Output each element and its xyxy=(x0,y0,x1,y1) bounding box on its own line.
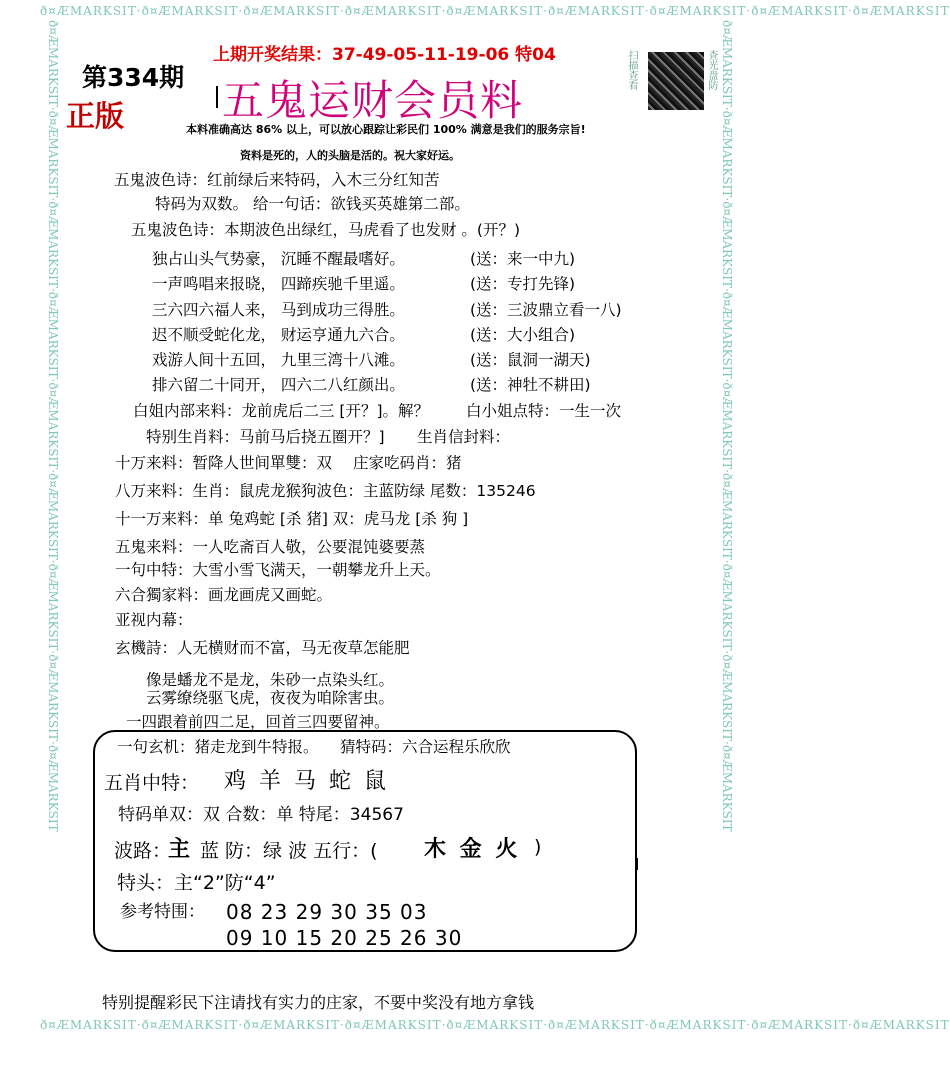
one-sentence-special: 一句中特：大雪小雪飞满天，一朝攀龙升上天。 xyxy=(115,561,441,579)
guess-special: 猜特码：六合运程乐欣欣 xyxy=(340,738,511,756)
watermark-border-bottom: ð¤ÆMARKSIT·ð¤ÆMARKSIT·ð¤ÆMARKSIT·ð¤ÆMARKSIT·ð¤ÆMARKSIT·ð¤ÆMARKSIT·ð¤ÆMARKSIT·ð¤ÆMARKSIT·ð¤ÆMARKSIT xyxy=(40,1018,950,1032)
poem-gift: (送：大小组合) xyxy=(470,326,576,344)
poem-line: 独占山头气势豪， 沉睡不醒最嗜好。 xyxy=(152,250,405,268)
bolu-main: 主 xyxy=(168,837,194,862)
poem-line: 三六四六福人来， 马到成功三得胜。 xyxy=(152,301,405,319)
title-divider xyxy=(216,86,218,108)
poem-line: 排六留二十同开， 四六二八红颜出。 xyxy=(152,376,405,394)
zhuangjia-data: 庄家吃码肖：猪 xyxy=(353,454,462,472)
watermark-border-left: ð¤ÆMARKSIT·ð¤ÆMARKSIT·ð¤ÆMARKSIT·ð¤ÆMARKSIT·ð¤ÆMARKSIT·ð¤ÆMARKSIT·ð¤ÆMARKSIT·ð¤ÆMARKSIT·ð¤ÆMARKSIT xyxy=(46,20,60,832)
poem-line: 戏游人间十五回， 九里三湾十八滩。 xyxy=(152,351,405,369)
poem-color-1: 五鬼波色诗：红前绿后来特码，入木三分红知苦 xyxy=(114,171,440,189)
edition-label: 正版 xyxy=(66,99,125,133)
poem-line: 迟不顺受蛇化龙， 财运亨通九六合。 xyxy=(152,326,405,344)
poem-gift: (送：神牡不耕田) xyxy=(470,376,591,394)
riddle-line: 像是蟠龙不是龙，朱砂一点染头红。 xyxy=(146,671,395,689)
wuxing-close: ) xyxy=(534,836,542,858)
tagline-accuracy: 本料准确高达 86% 以上，可以放心跟踪让彩民们 100% 满意是我们的服务宗旨! xyxy=(186,123,586,136)
poem-gift: (送：专打先锋) xyxy=(470,275,576,293)
special-even: 特码为双数。 给一句话：欲钱买英雄第二部。 xyxy=(155,195,470,213)
poem-gift: (送：三波鼎立看一八) xyxy=(470,301,622,319)
one-sentence-mystery: 一句玄机：猪走龙到牛特报。 xyxy=(117,738,319,756)
five-zodiac-label: 五肖中特： xyxy=(104,772,200,794)
qr-caption-right: 查光盘防 xyxy=(706,50,717,90)
xuanji-poem: 玄機詩：人无横财而不富，马无夜草怎能肥 xyxy=(115,639,410,657)
issue-number: 第334期 xyxy=(82,63,185,92)
reference-numbers-row1: 08 23 29 30 35 03 xyxy=(226,900,428,924)
qr-code xyxy=(648,52,704,110)
odd-even-line: 特码单双：双 合数：单 特尾：34567 xyxy=(118,805,404,825)
wugui-data: 五鬼来料：一人吃斋百人敬，公要混饨婆要蒸 xyxy=(115,538,426,556)
watermark-border-top: ð¤ÆMARKSIT·ð¤ÆMARKSIT·ð¤ÆMARKSIT·ð¤ÆMARKSIT·ð¤ÆMARKSIT·ð¤ÆMARKSIT·ð¤ÆMARKSIT·ð¤ÆMARKSIT·ð¤ÆMARKSIT xyxy=(40,4,950,18)
riddle-line: 一四跟着前四二足，回首三四要留神。 xyxy=(126,713,390,731)
edge-mark xyxy=(637,858,638,870)
poem-line: 一声鸣唱来报晓， 四蹄疾驰千里遥。 xyxy=(152,275,405,293)
reference-numbers-row2: 09 10 15 20 25 26 30 xyxy=(226,926,463,950)
tagline-luck: 资料是死的，人的头脑是活的。祝大家好运。 xyxy=(240,149,460,162)
shiyiwan-data: 十一万来料：单 兔鸡蛇 [杀 猪] 双：虎马龙 [杀 狗 ] xyxy=(115,510,469,528)
five-zodiac-values: 鸡 羊 马 蛇 鼠 xyxy=(224,769,389,794)
liuhe-exclusive: 六合獨家料：画龙画虎又画蛇。 xyxy=(115,586,333,604)
special-head: 特头：主“2”防“4” xyxy=(117,872,276,894)
footer-warning: 特别提醒彩民下注请找有实力的庄家，不要中奖没有地方拿钱 xyxy=(102,993,535,1012)
reference-label: 参考特围： xyxy=(120,902,205,922)
bawan-data: 八万来料：生肖：鼠虎龙猴狗波色：主蓝防绿 尾数：135246 xyxy=(115,482,536,500)
watermark-border-right: ð¤ÆMARKSIT·ð¤ÆMARKSIT·ð¤ÆMARKSIT·ð¤ÆMARKSIT·ð¤ÆMARKSIT·ð¤ÆMARKSIT·ð¤ÆMARKSIT·ð¤ÆMARKSIT·ð¤ÆMARKSIT xyxy=(720,20,734,832)
bolu-detail: 蓝 防：绿 波 五行：( xyxy=(200,840,378,862)
baijie-internal: 白姐内部来料：龙前虎后二三 [开？]。解？ xyxy=(133,402,430,420)
yashi-insider: 亚视内幕： xyxy=(115,611,193,629)
shiwan-data: 十万来料：暂降人世间單雙：双 xyxy=(115,454,333,472)
page-title: 五鬼运财会员料 xyxy=(222,76,524,125)
special-zodiac: 特别生肖料：马前马后挠五圈开？] xyxy=(146,428,385,446)
last-result: 上期开奖结果：37-49-05-11-19-06 特04 xyxy=(213,45,556,65)
poem-gift: (送：来一中九) xyxy=(470,250,576,268)
xiaojie-pick: 白小姐点特：一生一次 xyxy=(466,402,622,420)
zodiac-envelope: 生肖信封料： xyxy=(417,428,511,446)
bolu-label: 波路： xyxy=(114,840,172,862)
riddle-line: 云雾缭绕驱飞虎，夜夜为咱除害虫。 xyxy=(146,689,395,707)
qr-caption-left: 扫描查看 xyxy=(626,50,637,90)
poem-gift: (送：鼠洞一湖天) xyxy=(470,351,591,369)
wuxing-values: 木 金 火 xyxy=(424,837,521,862)
poem-color-2: 五鬼波色诗：本期波色出绿红，马虎看了也发财 。(开？) xyxy=(131,221,521,239)
